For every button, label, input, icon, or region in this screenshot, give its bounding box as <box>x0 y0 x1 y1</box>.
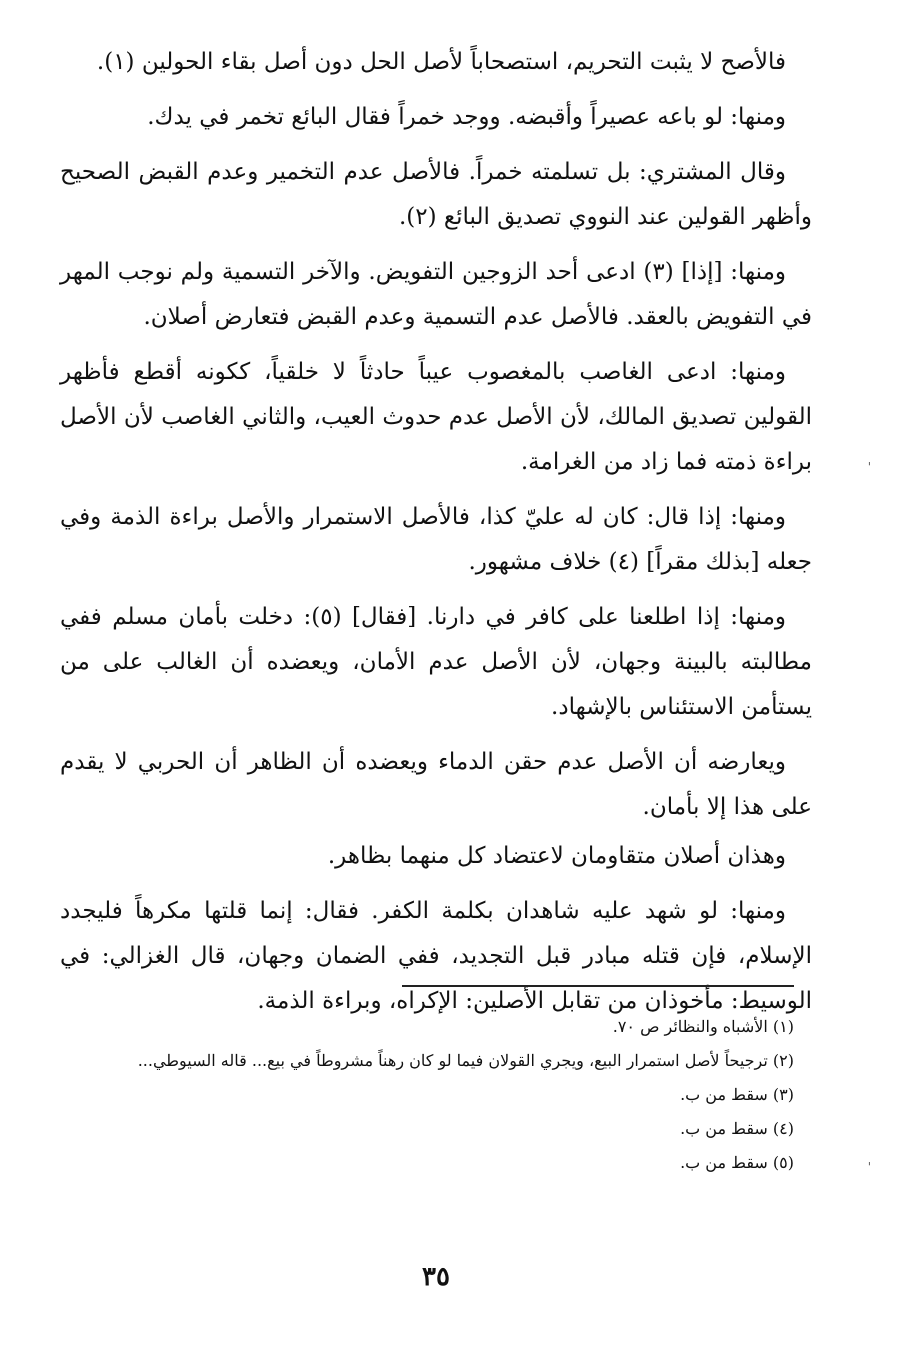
footnote-4: (٤) سقط من ب. <box>680 1119 794 1138</box>
page-number: ٣٥ <box>422 1262 450 1292</box>
paragraph-3: وقال المشتري: بل تسلمته خمراً. فالأصل عدم التخمير وعدم القبض الصحيح وأظهر القولين عند النووي تصديق البائع (٢). <box>60 159 812 230</box>
footnotes <box>60 1010 794 1180</box>
footnote-1: (١) الأشباه والنظائر ص ٧٠. <box>612 1017 794 1036</box>
paragraph-1: فالأصح لا يثبت التحريم، استصحاباً لأصل الحل دون أصل بقاء الحولين (١). <box>96 49 786 75</box>
paragraph-5: ومنها: ادعى الغاصب بالمغصوب عيباً حادثاً لا خلقياً، ككونه أقطع فأظهر القولين تصديق المالك، لأن الأصل عدم حدوث العيب، والثاني الغاصب لأن الأصل براءة ذمته فما زاد من الغرامة. <box>60 359 812 475</box>
document-page <box>60 40 812 1320</box>
paragraph-10: ومنها: لو شهد عليه شاهدان بكلمة الكفر. فقال: إنما قلتها مكرهاً فليجدد الإسلام، فإن قتله مبادر قبل التجديد، ففي الضمان وجهان، قال الغزالي: في الوسيط: مأخوذان من تقابل الأصلين: الإكراه، وبراءة الذمة. <box>60 898 812 1014</box>
footnote-3: (٣) سقط من ب. <box>680 1085 794 1104</box>
footnote-2: (٢) ترجيحاً لأصل استمرار البيع، ويجري القولان فيما لو كان رهناً مشروطاً في بيع... قاله السيوطي... <box>137 1051 794 1070</box>
paragraph-6: ومنها: إذا قال: كان له عليّ كذا، فالأصل الاستمرار والأصل براءة الذمة وفي جعله [بذلك مقراً] (٤) خلاف مشهور. <box>60 504 812 575</box>
footnote-5: (٥) سقط من ب. <box>680 1153 794 1172</box>
paragraph-7: ومنها: إذا اطلعنا على كافر في دارنا. [فقال] (٥): دخلت بأمان مسلم ففي مطالبته بالبينة وجهان، لأن الأصل عدم الأمان، ويعضده أن الغالب على من يستأمن الاستئناس بالإشهاد. <box>60 604 812 720</box>
margin-mark: ' <box>867 460 871 474</box>
paragraph-4: ومنها: [إذا] (٣) ادعى أحد الزوجين التفويض. والآخر التسمية ولم نوجب المهر في التفويض بالعقد. فالأصل عدم التسمية وعدم القبض فتعارض أصلان. <box>60 259 812 330</box>
footnote-divider <box>402 985 794 987</box>
paragraph-2: ومنها: لو باعه عصيراً وأقبضه. ووجد خمراً فقال البائع تخمر في يدك. <box>147 104 786 130</box>
margin-mark-lower: ' <box>867 1160 871 1174</box>
paragraph-9: وهذان أصلان متقاومان لاعتضاد كل منهما بظاهر. <box>327 843 786 869</box>
main-text <box>60 40 812 1024</box>
paragraph-8: ويعارضه أن الأصل عدم حقن الدماء ويعضده أن الظاهر أن الحربي لا يقدم على هذا إلا بأمان. <box>60 749 812 820</box>
